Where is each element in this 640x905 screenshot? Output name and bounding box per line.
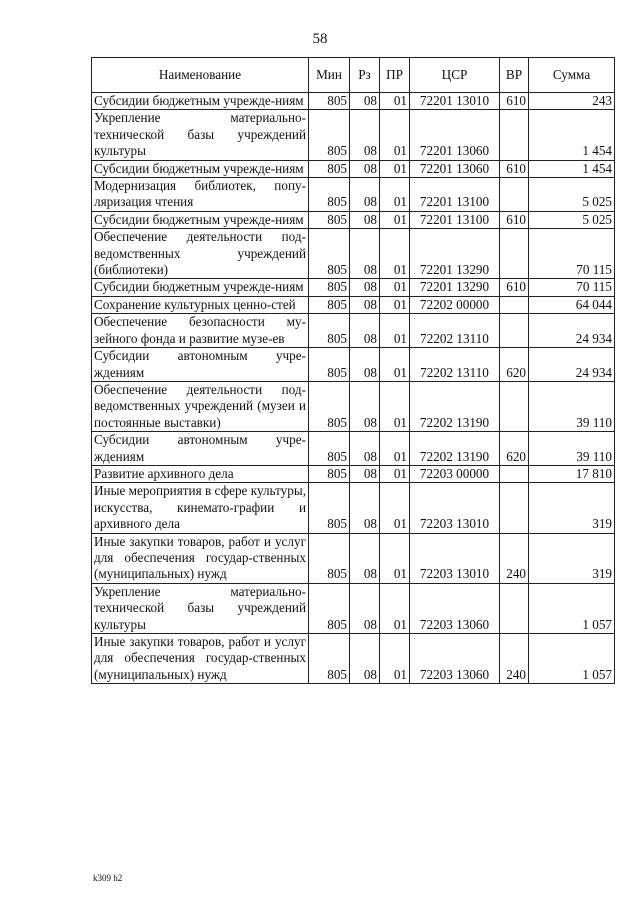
cell-rz: 08 [350, 432, 380, 466]
cell-csr: 72202 13110 [410, 314, 500, 348]
cell-vr [500, 314, 529, 348]
header-pr: ПР [380, 58, 410, 93]
cell-name: Иные мероприятия в сфере культуры, искусства, кинемато-графии и архивного дела [92, 483, 309, 533]
cell-sum: 1 057 [529, 583, 615, 633]
cell-name: Субсидии бюджетным учрежде-ниям [92, 211, 309, 228]
cell-csr: 72202 00000 [410, 296, 500, 313]
cell-name: Иные закупки товаров, работ и услуг для обеспечения государ-ственных (муниципальных) нужд [92, 533, 309, 583]
cell-rz: 08 [350, 211, 380, 228]
cell-sum: 1 454 [529, 110, 615, 160]
header-csr: ЦСР [410, 58, 500, 93]
cell-sum: 39 110 [529, 432, 615, 466]
cell-name: Субсидии автономным учре-ждениям [92, 348, 309, 382]
cell-min: 805 [309, 583, 350, 633]
cell-csr: 72201 13290 [410, 229, 500, 279]
table-row [92, 533, 615, 583]
cell-sum: 24 934 [529, 348, 615, 382]
cell-vr [500, 381, 529, 431]
table-row [92, 314, 615, 348]
cell-csr: 72203 13010 [410, 483, 500, 533]
cell-csr: 72201 13100 [410, 178, 500, 212]
cell-vr: 620 [500, 348, 529, 382]
cell-rz: 08 [350, 279, 380, 296]
cell-vr [500, 296, 529, 313]
cell-sum: 24 934 [529, 314, 615, 348]
cell-pr: 01 [380, 465, 410, 482]
cell-min: 805 [309, 279, 350, 296]
cell-csr: 72202 13110 [410, 348, 500, 382]
cell-vr: 610 [500, 93, 529, 110]
footer-code: k309 h2 [93, 873, 123, 883]
cell-name: Иные закупки товаров, работ и услуг для обеспечения государ-ственных (муниципальных) нужд [92, 634, 309, 684]
cell-csr: 72202 13190 [410, 381, 500, 431]
cell-vr [500, 583, 529, 633]
header-min: Мин [309, 58, 350, 93]
table-row [92, 583, 615, 633]
table-row [92, 279, 615, 296]
cell-name: Субсидии бюджетным учрежде-ниям [92, 279, 309, 296]
cell-sum: 64 044 [529, 296, 615, 313]
cell-vr: 610 [500, 211, 529, 228]
cell-pr: 01 [380, 178, 410, 212]
cell-pr: 01 [380, 634, 410, 684]
cell-sum: 70 115 [529, 279, 615, 296]
table-row [92, 381, 615, 431]
cell-rz: 08 [350, 314, 380, 348]
cell-rz: 08 [350, 178, 380, 212]
table-row [92, 211, 615, 228]
header-sum: Сумма [529, 58, 615, 93]
cell-pr: 01 [380, 211, 410, 228]
cell-pr: 01 [380, 483, 410, 533]
cell-pr: 01 [380, 279, 410, 296]
cell-vr: 620 [500, 432, 529, 466]
cell-rz: 08 [350, 110, 380, 160]
page-number: 58 [312, 31, 328, 47]
cell-vr [500, 465, 529, 482]
cell-name: Субсидии бюджетным учрежде-ниям [92, 160, 309, 177]
cell-min: 805 [309, 211, 350, 228]
cell-min: 805 [309, 93, 350, 110]
cell-vr: 610 [500, 160, 529, 177]
cell-rz: 08 [350, 93, 380, 110]
cell-min: 805 [309, 348, 350, 382]
cell-csr: 72203 13010 [410, 533, 500, 583]
cell-csr: 72203 13060 [410, 583, 500, 633]
cell-name: Субсидии автономным учре-ждениям [92, 432, 309, 466]
cell-csr: 72201 13060 [410, 160, 500, 177]
header-rz: Рз [350, 58, 380, 93]
cell-pr: 01 [380, 314, 410, 348]
cell-sum: 1 454 [529, 160, 615, 177]
cell-name: Укрепление материально-технической базы учреждений культуры [92, 110, 309, 160]
cell-name: Укрепление материально-технической базы учреждений культуры [92, 583, 309, 633]
cell-rz: 08 [350, 583, 380, 633]
table-row [92, 229, 615, 279]
cell-min: 805 [309, 533, 350, 583]
table-row [92, 110, 615, 160]
cell-rz: 08 [350, 160, 380, 177]
cell-name: Модернизация библиотек, попу-ляризация чтения [92, 178, 309, 212]
cell-rz: 08 [350, 229, 380, 279]
cell-min: 805 [309, 110, 350, 160]
cell-pr: 01 [380, 93, 410, 110]
cell-csr: 72203 13060 [410, 634, 500, 684]
cell-min: 805 [309, 314, 350, 348]
cell-rz: 08 [350, 483, 380, 533]
table-row [92, 348, 615, 382]
table-row [92, 634, 615, 684]
header-vr: ВР [500, 58, 529, 93]
cell-csr: 72201 13100 [410, 211, 500, 228]
cell-rz: 08 [350, 381, 380, 431]
table-row [92, 160, 615, 177]
table-row [92, 432, 615, 466]
cell-pr: 01 [380, 229, 410, 279]
cell-pr: 01 [380, 296, 410, 313]
table-row [92, 465, 615, 482]
cell-pr: 01 [380, 533, 410, 583]
cell-min: 805 [309, 178, 350, 212]
cell-rz: 08 [350, 296, 380, 313]
cell-min: 805 [309, 634, 350, 684]
cell-rz: 08 [350, 465, 380, 482]
cell-csr: 72201 13010 [410, 93, 500, 110]
cell-sum: 5 025 [529, 211, 615, 228]
cell-csr: 72201 13290 [410, 279, 500, 296]
cell-pr: 01 [380, 432, 410, 466]
cell-pr: 01 [380, 348, 410, 382]
cell-name: Развитие архивного дела [92, 465, 309, 482]
table-header-row [92, 58, 615, 93]
cell-vr [500, 110, 529, 160]
cell-pr: 01 [380, 381, 410, 431]
cell-sum: 39 110 [529, 381, 615, 431]
cell-vr: 240 [500, 533, 529, 583]
cell-sum: 319 [529, 533, 615, 583]
cell-name: Сохранение культурных ценно-стей [92, 296, 309, 313]
table-row [92, 93, 615, 110]
cell-sum: 5 025 [529, 178, 615, 212]
cell-min: 805 [309, 483, 350, 533]
budget-table [91, 57, 615, 684]
cell-sum: 243 [529, 93, 615, 110]
cell-csr: 72202 13190 [410, 432, 500, 466]
cell-rz: 08 [350, 533, 380, 583]
table-row [92, 296, 615, 313]
cell-sum: 319 [529, 483, 615, 533]
cell-min: 805 [309, 465, 350, 482]
cell-name: Обеспечение деятельности под-ведомственных учреждений (библиотеки) [92, 229, 309, 279]
cell-min: 805 [309, 296, 350, 313]
cell-name: Субсидии бюджетным учрежде-ниям [92, 93, 309, 110]
cell-vr: 610 [500, 279, 529, 296]
cell-pr: 01 [380, 160, 410, 177]
cell-vr [500, 178, 529, 212]
cell-vr: 240 [500, 634, 529, 684]
cell-name: Обеспечение деятельности под-ведомственных учреждений (музеи и постоянные выставки) [92, 381, 309, 431]
table-row [92, 178, 615, 212]
cell-min: 805 [309, 381, 350, 431]
header-name: Наименование [92, 58, 309, 93]
cell-vr [500, 483, 529, 533]
cell-csr: 72201 13060 [410, 110, 500, 160]
cell-sum: 17 810 [529, 465, 615, 482]
cell-sum: 70 115 [529, 229, 615, 279]
cell-min: 805 [309, 432, 350, 466]
cell-name: Обеспечение безопасности му-зейного фонда и развитие музе-ев [92, 314, 309, 348]
cell-rz: 08 [350, 348, 380, 382]
cell-min: 805 [309, 160, 350, 177]
cell-rz: 08 [350, 634, 380, 684]
cell-pr: 01 [380, 110, 410, 160]
cell-vr [500, 229, 529, 279]
cell-sum: 1 057 [529, 634, 615, 684]
cell-csr: 72203 00000 [410, 465, 500, 482]
cell-min: 805 [309, 229, 350, 279]
cell-pr: 01 [380, 583, 410, 633]
table-row [92, 483, 615, 533]
